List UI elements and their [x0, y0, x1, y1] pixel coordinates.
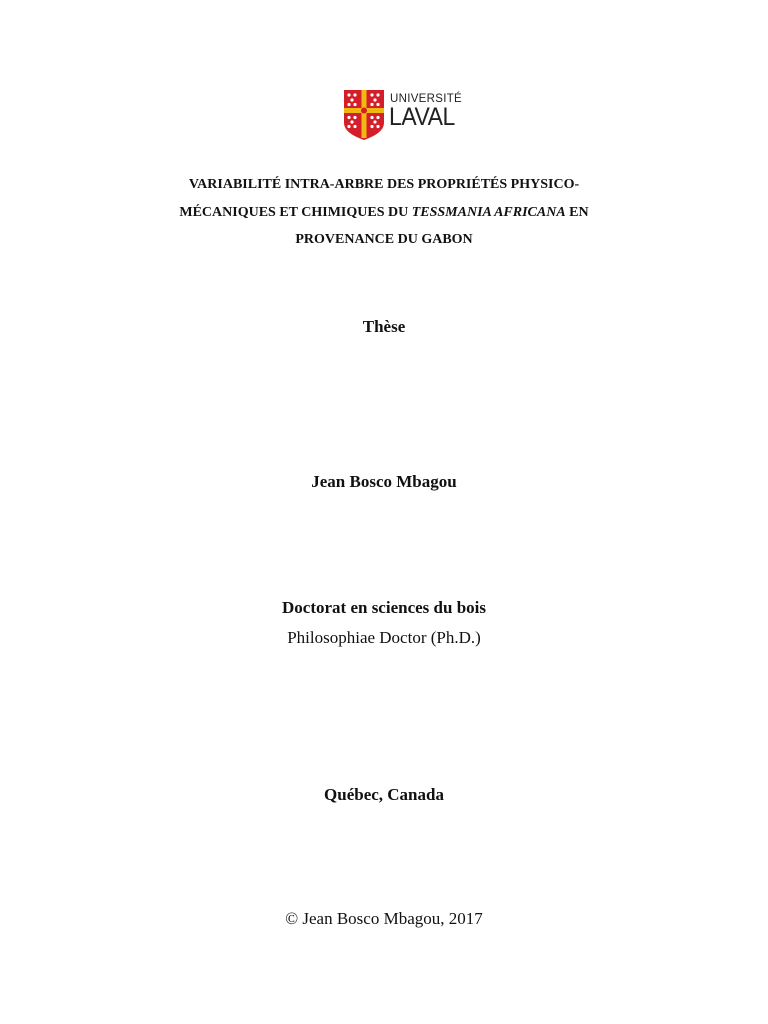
thesis-title-line-2-end: EN — [565, 205, 589, 220]
location: Québec, Canada — [324, 785, 444, 804]
thesis-title-line-2-start: MÉCANIQUES ET CHIMIQUES DU — [179, 205, 412, 220]
universite-laval-logo — [343, 89, 467, 143]
degree-title: Philosophiae Doctor (Ph.D.) — [287, 628, 481, 647]
university-shield-icon — [343, 89, 385, 141]
author-name: Jean Bosco Mbagou — [311, 472, 457, 491]
species-name: TESSMANIA AFRICANA — [411, 205, 566, 220]
copyright-notice: © Jean Bosco Mbagou, 2017 — [285, 909, 483, 928]
thesis-title-line-3: PROVENANCE DU GABON — [295, 232, 473, 247]
logo-laval-text: LAVAL — [389, 103, 455, 131]
thesis-title-line-2 — [0, 205, 768, 221]
logo-universite-text: UNIVERSITÉ — [390, 93, 463, 105]
degree-program: Doctorat en sciences du bois — [282, 598, 486, 617]
thesis-title-line-1: VARIABILITÉ INTRA-ARBRE DES PROPRIÉTÉS PHYSICO- — [188, 177, 580, 192]
document-type: Thèse — [362, 317, 406, 336]
